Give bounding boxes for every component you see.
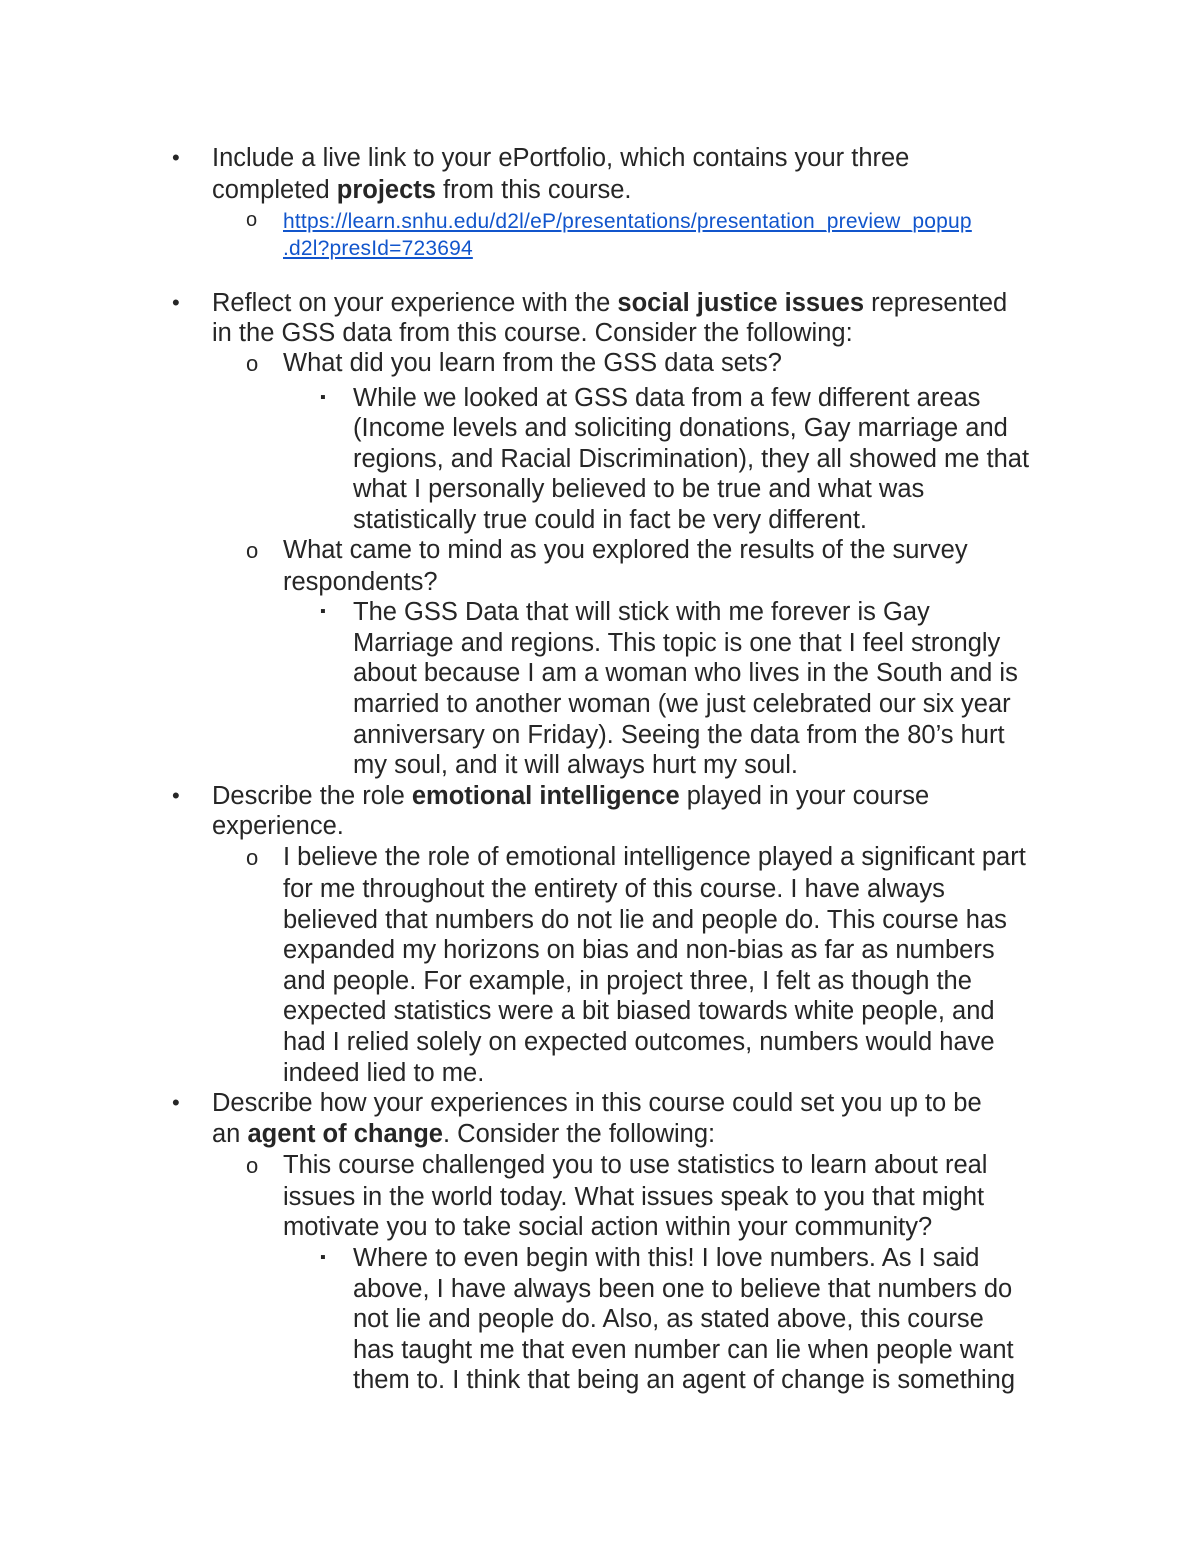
- answer-line: indeed lied to me.: [283, 1059, 485, 1087]
- answer-line: married to another woman (we just celebrated our six year: [353, 690, 1011, 718]
- text-segment: . Consider the following:: [442, 1120, 716, 1148]
- answer-line: above, I have always been one to believe that numbers do: [353, 1275, 1013, 1303]
- answer-line: not lie and people do. Also, as stated above, this course: [353, 1305, 984, 1333]
- bullet-marker: •: [172, 290, 180, 315]
- answer-line: I believe the role of emotional intelligence played a significant part: [283, 843, 1026, 871]
- square-marker: ▪: [320, 1249, 326, 1266]
- bold-term-emotional-intelligence: emotional intelligence: [411, 782, 680, 810]
- bold-term-social-justice-issues: social justice issues: [617, 289, 865, 317]
- bullet-marker: •: [172, 1090, 180, 1115]
- text-line: Include a live link to your ePortfolio, which contains your three: [212, 144, 910, 172]
- answer-line: expanded my horizons on bias and non-bias as far as numbers: [283, 936, 995, 964]
- text-line: [212, 288, 1007, 319]
- text-segment: completed: [212, 176, 337, 204]
- bullet-marker: •: [172, 783, 180, 808]
- circle-marker: o: [246, 845, 259, 870]
- answer-line: what I personally believed to be true and what was: [353, 475, 925, 503]
- answer-line: While we looked at GSS data from a few different areas: [353, 384, 981, 412]
- answer-line: for me throughout the entirety of this course. I have always: [283, 875, 945, 903]
- text-line: experience.: [212, 812, 344, 840]
- eportfolio-link-continued[interactable]: [283, 232, 473, 263]
- link-text-line[interactable]: .d2l?presId=723694: [283, 237, 473, 260]
- answer-line: statistically true could in fact be very different.: [353, 506, 868, 534]
- answer-line: regions, and Racial Discrimination), they all showed me that: [353, 445, 1030, 473]
- answer-line: Marriage and regions. This topic is one that I feel strongly: [353, 629, 1001, 657]
- square-marker: ▪: [320, 389, 326, 406]
- question-line: What did you learn from the GSS data sets?: [283, 349, 782, 377]
- answer-line: believed that numbers do not lie and people do. This course has: [283, 906, 1007, 934]
- circle-marker: o: [246, 209, 258, 231]
- text-segment: an: [212, 1120, 248, 1148]
- circle-marker: o: [246, 351, 259, 376]
- circle-marker: o: [246, 1153, 259, 1178]
- question-line: What came to mind as you explored the results of the survey: [283, 536, 968, 564]
- bold-term-agent-of-change: agent of change: [247, 1120, 443, 1148]
- answer-line: and people. For example, in project three, I felt as though the: [283, 967, 972, 995]
- text-segment: Reflect on your experience with the: [212, 289, 618, 317]
- answer-line: has taught me that even number can lie when people want: [353, 1336, 1014, 1364]
- text-line: [212, 175, 632, 206]
- text-line: Describe how your experiences in this course could set you up to be: [212, 1089, 982, 1117]
- answer-line: anniversary on Friday). Seeing the data from the 80’s hurt: [353, 721, 1005, 749]
- bullet-marker: •: [172, 145, 180, 170]
- link-text-line[interactable]: https://learn.snhu.edu/d2l/eP/presentations/presentation_preview_popup: [283, 210, 972, 233]
- question-line: This course challenged you to use statistics to learn about real: [283, 1151, 988, 1179]
- question-line: respondents?: [283, 568, 438, 596]
- text-segment: played in your course: [679, 782, 930, 810]
- text-segment: Describe the role: [212, 782, 412, 810]
- bold-term-projects: projects: [336, 176, 436, 204]
- text-segment: from this course.: [435, 176, 632, 204]
- answer-line: about because I am a woman who lives in the South and is: [353, 659, 1018, 687]
- answer-line: (Income levels and soliciting donations, Gay marriage and: [353, 414, 1008, 442]
- circle-marker: o: [246, 538, 259, 563]
- square-marker: ▪: [320, 603, 326, 620]
- text-line: [212, 1119, 715, 1150]
- question-line: issues in the world today. What issues speak to you that might: [283, 1183, 985, 1211]
- answer-line: Where to even begin with this! I love numbers. As I said: [353, 1244, 980, 1272]
- answer-line: had I relied solely on expected outcomes, numbers would have: [283, 1028, 995, 1056]
- answer-line: The GSS Data that will stick with me forever is Gay: [353, 598, 930, 626]
- answer-line: them to. I think that being an agent of change is something: [353, 1366, 1016, 1394]
- answer-line: expected statistics were a bit biased towards white people, and: [283, 997, 995, 1025]
- text-line: in the GSS data from this course. Consider the following:: [212, 319, 853, 347]
- text-line: [212, 781, 929, 812]
- text-segment: represented: [864, 289, 1008, 317]
- answer-line: my soul, and it will always hurt my soul.: [353, 751, 798, 779]
- eportfolio-link[interactable]: [283, 205, 972, 236]
- question-line: motivate you to take social action within your community?: [283, 1213, 933, 1241]
